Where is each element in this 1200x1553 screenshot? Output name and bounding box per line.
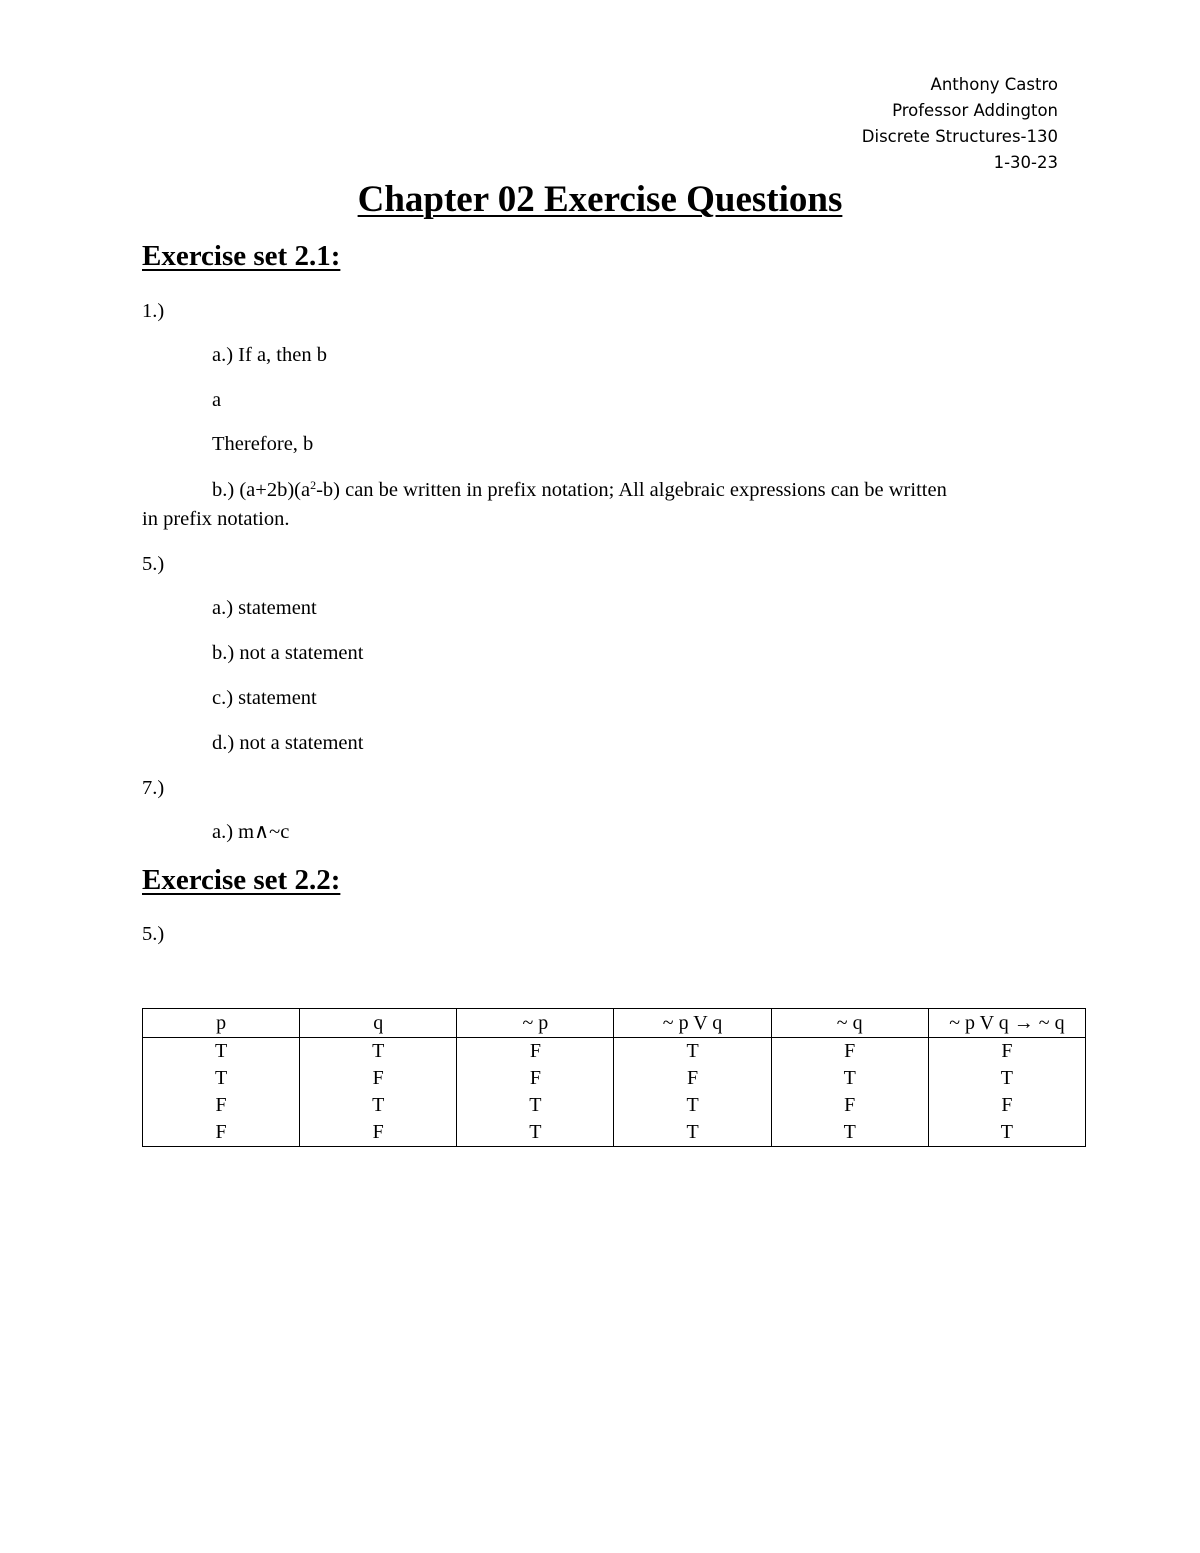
table-cell: F bbox=[300, 1065, 457, 1092]
section-heading-2-2: Exercise set 2.2: bbox=[142, 864, 341, 896]
truth-table-header: ~ p bbox=[457, 1009, 614, 1038]
table-cell: F bbox=[457, 1038, 614, 1066]
page-title: Chapter 02 Exercise Questions bbox=[357, 179, 843, 220]
table-cell: F bbox=[300, 1119, 457, 1147]
answer-1b-superscript: 2 bbox=[310, 478, 317, 492]
question-number-1: 1.) bbox=[142, 300, 165, 322]
table-row bbox=[143, 1119, 1086, 1147]
table-cell: T bbox=[928, 1119, 1085, 1147]
table-cell: T bbox=[143, 1038, 300, 1066]
answer-1b-post: -b) can be written in prefix notation; All algebraic expressions can be written bbox=[316, 479, 947, 501]
course-name: Discrete Structures-130 bbox=[861, 127, 1058, 146]
answer-5c: c.) statement bbox=[212, 687, 317, 709]
table-cell: T bbox=[614, 1119, 771, 1147]
author-name: Anthony Castro bbox=[930, 75, 1058, 94]
truth-table-header-row bbox=[143, 1009, 1086, 1038]
question-number-5-set2: 5.) bbox=[142, 923, 165, 945]
truth-table-header: q bbox=[300, 1009, 457, 1038]
section-heading-2-1: Exercise set 2.1: bbox=[142, 240, 341, 272]
question-number-5: 5.) bbox=[142, 553, 165, 575]
answer-5d: d.) not a statement bbox=[212, 732, 364, 754]
professor-name: Professor Addington bbox=[892, 101, 1058, 120]
table-row bbox=[143, 1092, 1086, 1119]
author-header bbox=[862, 72, 1058, 176]
table-cell: F bbox=[614, 1065, 771, 1092]
document-date: 1-30-23 bbox=[993, 153, 1058, 172]
table-cell: T bbox=[300, 1038, 457, 1066]
table-cell: F bbox=[928, 1092, 1085, 1119]
answer-1b-continuation: in prefix notation. bbox=[142, 508, 290, 530]
table-cell: F bbox=[143, 1092, 300, 1119]
table-row bbox=[143, 1038, 1086, 1066]
answer-1b bbox=[212, 476, 947, 504]
question-number-7: 7.) bbox=[142, 777, 165, 799]
table-cell: F bbox=[457, 1065, 614, 1092]
truth-table-header: ~ q bbox=[771, 1009, 928, 1038]
answer-7a: a.) m∧~c bbox=[212, 821, 290, 843]
table-cell: T bbox=[614, 1038, 771, 1066]
table-cell: T bbox=[771, 1119, 928, 1147]
table-cell: T bbox=[457, 1092, 614, 1119]
answer-1b-pre: b.) (a+2b)(a bbox=[212, 479, 311, 501]
answer-5a: a.) statement bbox=[212, 597, 317, 619]
table-cell: F bbox=[771, 1092, 928, 1119]
answer-1a-line3: Therefore, b bbox=[212, 433, 314, 455]
table-cell: T bbox=[143, 1065, 300, 1092]
truth-table-header: p bbox=[143, 1009, 300, 1038]
table-cell: T bbox=[771, 1065, 928, 1092]
table-cell: F bbox=[143, 1119, 300, 1147]
table-cell: T bbox=[614, 1092, 771, 1119]
table-cell: T bbox=[457, 1119, 614, 1147]
table-cell: T bbox=[300, 1092, 457, 1119]
table-row bbox=[143, 1065, 1086, 1092]
table-cell: F bbox=[771, 1038, 928, 1066]
truth-table-header: ~ p V q → ~ q bbox=[928, 1009, 1085, 1038]
truth-table bbox=[142, 1008, 1086, 1147]
answer-1a-line1: a.) If a, then b bbox=[212, 344, 327, 366]
answer-5b: b.) not a statement bbox=[212, 642, 364, 664]
table-cell: T bbox=[928, 1065, 1085, 1092]
truth-table-header: ~ p V q bbox=[614, 1009, 771, 1038]
table-cell: F bbox=[928, 1038, 1085, 1066]
answer-1a-line2: a bbox=[212, 389, 222, 411]
